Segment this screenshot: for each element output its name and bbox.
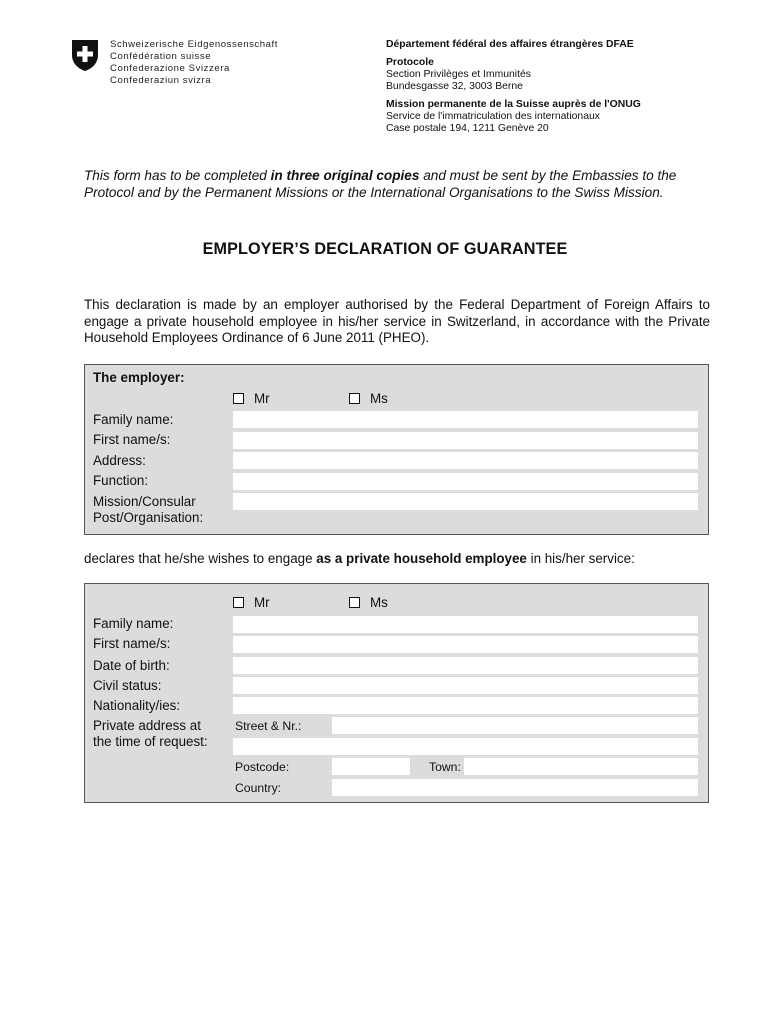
employer-address-field[interactable] (233, 452, 698, 469)
employer-family-name-label: Family name: (93, 412, 174, 427)
confederation-line: Confederaziun svizra (110, 75, 212, 86)
engage-emphasis: as a private household employee (316, 551, 527, 566)
employee-postcode-label: Postcode: (235, 760, 290, 774)
employee-civil-status-label: Civil status: (93, 678, 162, 693)
employee-first-names-field[interactable] (233, 636, 698, 653)
employer-mission-label: Post/Organisation: (93, 510, 204, 525)
employee-country-field[interactable] (332, 779, 698, 796)
employee-street-field-line2[interactable] (233, 738, 698, 755)
employee-family-name-field[interactable] (233, 616, 698, 633)
employee-civil-status-field[interactable] (233, 677, 698, 694)
department-address (386, 39, 641, 135)
employee-nationality-field[interactable] (233, 697, 698, 714)
employee-country-label: Country: (235, 781, 282, 795)
protocol-title: Protocole (386, 57, 434, 68)
mission-line: Case postale 194, 1211 Genève 20 (386, 123, 549, 134)
employer-function-label: Function: (93, 473, 149, 488)
employer-mr-checkbox[interactable] (233, 393, 244, 404)
employer-first-names-field[interactable] (233, 432, 698, 449)
employer-mission-label: Mission/Consular (93, 494, 196, 509)
confederation-line: Schweizerische Eidgenossenschaft (110, 39, 278, 50)
engage-text: declares that he/she wishes to engage (84, 551, 317, 566)
confederation-line: Confédération suisse (110, 51, 212, 62)
employer-first-names-label: First name/s: (93, 432, 171, 447)
employee-date-of-birth-label: Date of birth: (93, 658, 170, 673)
employer-ms-label: Ms (370, 391, 388, 406)
employer-family-name-field[interactable] (233, 411, 698, 428)
declaration-paragraph: This declaration is made by an employer authorised by the Federal Department of Foreign Affairs to engage a private household employee in his/her service in Switzerland, in accordance with the Private Household Employees Ordinance of 6 June 2011 (PHEO). (84, 297, 710, 345)
employer-ms-checkbox[interactable] (349, 393, 360, 404)
engage-text: in his/her service: (526, 551, 635, 566)
mission-title: Mission permanente de la Suisse auprès de l'ONUG (386, 99, 641, 110)
employee-postcode-field[interactable] (332, 758, 410, 775)
page-title: EMPLOYER’S DECLARATION OF GUARANTEE (202, 240, 568, 258)
employee-town-field[interactable] (464, 758, 698, 775)
employee-private-address-label: the time of request: (93, 734, 208, 749)
employee-ms-checkbox[interactable] (349, 597, 360, 608)
employee-nationality-label: Nationality/ies: (93, 698, 181, 713)
employer-function-field[interactable] (233, 473, 698, 490)
employee-town-label: Town: (429, 760, 461, 774)
employee-family-name-label: Family name: (93, 616, 174, 631)
swiss-coat-of-arms-logo (70, 38, 100, 72)
confederation-line: Confederazione Svizzera (110, 63, 230, 74)
employee-street-field[interactable] (332, 717, 698, 734)
employer-heading: The employer: (93, 370, 185, 385)
intro-instructions (84, 167, 724, 201)
intro-text: and must be sent by the Embassies to the Protocol and by the Permanent Missions or the International Organisations to the Swiss Mission. (84, 168, 677, 200)
engage-statement (84, 551, 635, 567)
confederation-names (110, 39, 278, 87)
employee-ms-label: Ms (370, 595, 388, 610)
department-name: Département fédéral des affaires étrangères DFAE (386, 39, 634, 50)
intro-text: This form has to be completed (84, 168, 271, 183)
employer-mission-field[interactable] (233, 493, 698, 510)
employee-date-of-birth-field[interactable] (233, 657, 698, 674)
employee-street-label: Street & Nr.: (235, 719, 302, 733)
employee-private-address-label: Private address at (93, 718, 201, 733)
intro-emphasis: in three original copies (270, 168, 420, 183)
employee-first-names-label: First name/s: (93, 636, 171, 651)
employee-mr-label: Mr (254, 595, 270, 610)
protocol-line: Bundesgasse 32, 3003 Berne (386, 81, 523, 92)
employer-mr-label: Mr (254, 391, 270, 406)
mission-line: Service de l'immatriculation des internationaux (386, 111, 600, 122)
employer-address-label: Address: (93, 453, 146, 468)
employee-mr-checkbox[interactable] (233, 597, 244, 608)
protocol-line: Section Privilèges et Immunités (386, 69, 531, 80)
